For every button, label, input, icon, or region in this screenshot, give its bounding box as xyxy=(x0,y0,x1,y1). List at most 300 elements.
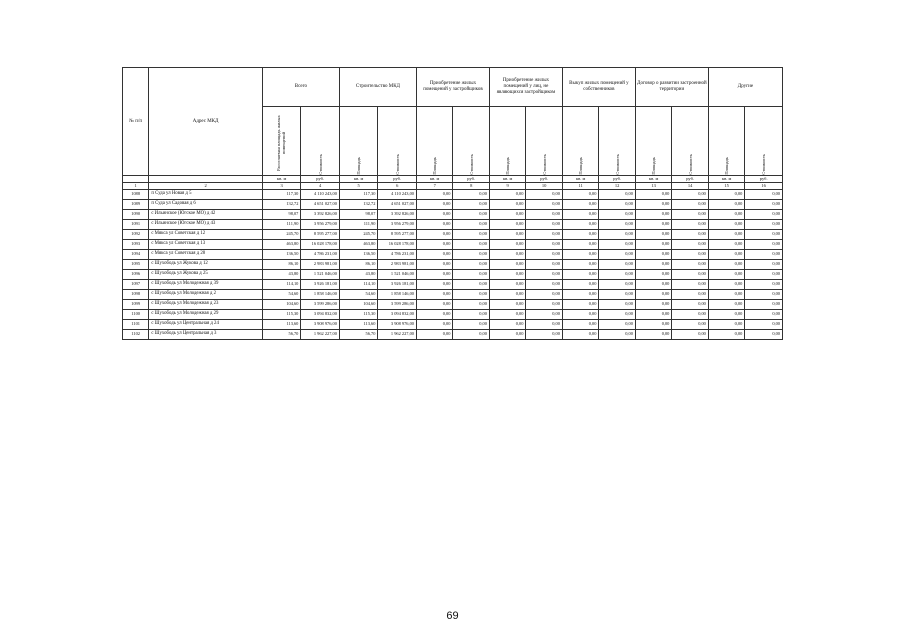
zero-value-cell: 0,00 xyxy=(526,270,563,280)
zero-value-cell: 0,00 xyxy=(745,310,783,320)
zero-value-cell: 0,00 xyxy=(416,200,452,210)
zero-value-cell: 0,00 xyxy=(526,250,563,260)
zero-value-cell: 0,00 xyxy=(416,250,452,260)
zero-value-cell: 0,00 xyxy=(416,260,452,270)
column-number-cell: 15 xyxy=(708,183,744,190)
table-row xyxy=(123,290,783,300)
address-cell: с Мякса ул Советская д 28 xyxy=(149,250,263,260)
total-cost-cell: 1 858 146,00 xyxy=(301,290,340,300)
zero-value-cell: 0,00 xyxy=(672,240,709,250)
units-cell: руб. xyxy=(378,176,417,183)
row-number-cell: 1094 xyxy=(123,250,149,260)
zero-value-cell: 0,00 xyxy=(416,310,452,320)
construction-area-cell: 86,10 xyxy=(339,260,378,270)
zero-value-cell: 0,00 xyxy=(489,260,525,270)
total-area-cell: 54,60 xyxy=(262,290,301,300)
zero-value-cell: 0,00 xyxy=(745,320,783,330)
zero-value-cell: 0,00 xyxy=(599,230,635,240)
zero-value-cell: 0,00 xyxy=(562,260,598,270)
zero-value-cell: 0,00 xyxy=(745,190,783,200)
zero-value-cell: 0,00 xyxy=(672,250,709,260)
address-cell: с Мякса ул Советская д 13 xyxy=(149,240,263,250)
resettlement-table xyxy=(122,67,783,340)
zero-value-cell: 0,00 xyxy=(672,200,709,210)
zero-value-cell: 0,00 xyxy=(526,260,563,270)
zero-value-cell: 0,00 xyxy=(635,230,671,240)
total-cost-cell: 1 962 227,00 xyxy=(301,330,340,340)
col-address-header: Адрес МКД xyxy=(149,68,263,176)
zero-value-cell: 0,00 xyxy=(562,270,598,280)
units-cell: кв. м xyxy=(339,176,378,183)
construction-cost-cell: 16 028 178,00 xyxy=(378,240,417,250)
zero-value-cell: 0,00 xyxy=(416,210,452,220)
zero-value-cell: 0,00 xyxy=(745,300,783,310)
zero-value-cell: 0,00 xyxy=(526,330,563,340)
zero-value-cell: 0,00 xyxy=(526,200,563,210)
zero-value-cell: 0,00 xyxy=(708,230,744,240)
units-cell-blank xyxy=(149,176,263,183)
total-area-cell: 86,10 xyxy=(262,260,301,270)
zero-value-cell: 0,00 xyxy=(489,220,525,230)
zero-value-cell: 0,00 xyxy=(562,250,598,260)
zero-value-cell: 0,00 xyxy=(708,250,744,260)
zero-value-cell: 0,00 xyxy=(489,290,525,300)
group-header-row xyxy=(123,68,783,107)
row-number-cell: 1089 xyxy=(123,200,149,210)
zero-value-cell: 0,00 xyxy=(489,210,525,220)
construction-area-cell: 111,90 xyxy=(339,220,378,230)
table-row xyxy=(123,280,783,290)
zero-value-cell: 0,00 xyxy=(745,200,783,210)
zero-value-cell: 0,00 xyxy=(453,310,489,320)
column-number-cell: 9 xyxy=(489,183,525,190)
subcolumn-header-label: Расселяемая площадь жилых помещений xyxy=(276,115,287,171)
column-number-cell: 10 xyxy=(526,183,563,190)
page-number: 69 xyxy=(446,610,459,622)
group-header-purchase-developers: Приобретение жилых помещений у застройщиков xyxy=(416,68,489,107)
zero-value-cell: 0,00 xyxy=(745,290,783,300)
zero-value-cell: 0,00 xyxy=(562,300,598,310)
subcolumn-header-label: Стоимость xyxy=(761,154,767,175)
row-number-cell: 1091 xyxy=(123,220,149,230)
zero-value-cell: 0,00 xyxy=(599,300,635,310)
zero-value-cell: 0,00 xyxy=(416,320,452,330)
group-header-construction: Строительство МКД xyxy=(339,68,416,107)
units-cell: кв. м xyxy=(562,176,598,183)
zero-value-cell: 0,00 xyxy=(708,300,744,310)
subcolumn-header-label: Площадь xyxy=(724,157,730,175)
row-number-cell: 1099 xyxy=(123,300,149,310)
zero-value-cell: 0,00 xyxy=(416,190,452,200)
zero-value-cell: 0,00 xyxy=(526,240,563,250)
zero-value-cell: 0,00 xyxy=(562,190,598,200)
subcolumn-header-cell xyxy=(301,107,340,176)
zero-value-cell: 0,00 xyxy=(708,190,744,200)
zero-value-cell: 0,00 xyxy=(635,270,671,280)
address-cell: с Ильинское (Югское МО) д 43 xyxy=(149,220,263,230)
zero-value-cell: 0,00 xyxy=(708,220,744,230)
zero-value-cell: 0,00 xyxy=(745,220,783,230)
construction-cost-cell: 3 926 181,00 xyxy=(378,280,417,290)
zero-value-cell: 0,00 xyxy=(453,200,489,210)
zero-value-cell: 0,00 xyxy=(526,280,563,290)
subcolumn-header-label: Площадь xyxy=(356,157,362,175)
address-cell: с Шухободь ул Жукова д 25 xyxy=(149,270,263,280)
subcolumn-header-cell xyxy=(262,107,301,176)
zero-value-cell: 0,00 xyxy=(453,240,489,250)
zero-value-cell: 0,00 xyxy=(489,250,525,260)
address-cell: с Шухободь ул Центральная д 24 xyxy=(149,320,263,330)
zero-value-cell: 0,00 xyxy=(489,330,525,340)
total-area-cell: 117,30 xyxy=(262,190,301,200)
zero-value-cell: 0,00 xyxy=(453,260,489,270)
zero-value-cell: 0,00 xyxy=(489,300,525,310)
table-row xyxy=(123,230,783,240)
total-area-cell: 111,90 xyxy=(262,220,301,230)
column-number-cell: 7 xyxy=(416,183,452,190)
zero-value-cell: 0,00 xyxy=(453,280,489,290)
total-cost-cell: 1 521 046,00 xyxy=(301,270,340,280)
subcolumn-header-cell xyxy=(672,107,709,176)
row-number-cell: 1095 xyxy=(123,260,149,270)
construction-cost-cell: 4 651 027,00 xyxy=(378,200,417,210)
zero-value-cell: 0,00 xyxy=(599,220,635,230)
address-cell: с Шухободь ул Молодежная д 23 xyxy=(149,300,263,310)
zero-value-cell: 0,00 xyxy=(708,310,744,320)
zero-value-cell: 0,00 xyxy=(526,230,563,240)
zero-value-cell: 0,00 xyxy=(562,230,598,240)
construction-cost-cell: 3 094 832,00 xyxy=(378,310,417,320)
address-cell: с Ильинское (Югское МО) д 42 xyxy=(149,210,263,220)
zero-value-cell: 0,00 xyxy=(635,190,671,200)
row-number-cell: 1092 xyxy=(123,230,149,240)
zero-value-cell: 0,00 xyxy=(599,280,635,290)
construction-cost-cell: 2 983 981,00 xyxy=(378,260,417,270)
row-number-cell: 1101 xyxy=(123,320,149,330)
zero-value-cell: 0,00 xyxy=(635,290,671,300)
zero-value-cell: 0,00 xyxy=(562,310,598,320)
subcolumn-header-cell xyxy=(745,107,783,176)
subcolumn-header-cell xyxy=(526,107,563,176)
zero-value-cell: 0,00 xyxy=(453,210,489,220)
column-number-cell: 6 xyxy=(378,183,417,190)
zero-value-cell: 0,00 xyxy=(635,250,671,260)
zero-value-cell: 0,00 xyxy=(453,270,489,280)
row-number-cell: 1088 xyxy=(123,190,149,200)
zero-value-cell: 0,00 xyxy=(416,330,452,340)
subcolumn-header-label: Стоимость xyxy=(394,154,400,175)
column-number-cell: 2 xyxy=(149,183,263,190)
zero-value-cell: 0,00 xyxy=(635,300,671,310)
subcolumn-header-cell xyxy=(453,107,489,176)
zero-value-cell: 0,00 xyxy=(453,250,489,260)
zero-value-cell: 0,00 xyxy=(526,190,563,200)
zero-value-cell: 0,00 xyxy=(672,230,709,240)
construction-area-cell: 113,60 xyxy=(339,320,378,330)
units-cell: кв. м xyxy=(416,176,452,183)
zero-value-cell: 0,00 xyxy=(562,200,598,210)
zero-value-cell: 0,00 xyxy=(635,210,671,220)
column-number-cell: 5 xyxy=(339,183,378,190)
zero-value-cell: 0,00 xyxy=(672,190,709,200)
table-row xyxy=(123,250,783,260)
construction-area-cell: 43,80 xyxy=(339,270,378,280)
zero-value-cell: 0,00 xyxy=(416,240,452,250)
zero-value-cell: 0,00 xyxy=(635,280,671,290)
units-cell: руб. xyxy=(745,176,783,183)
total-area-cell: 113,60 xyxy=(262,320,301,330)
zero-value-cell: 0,00 xyxy=(489,270,525,280)
construction-area-cell: 56,70 xyxy=(339,330,378,340)
construction-area-cell: 463,80 xyxy=(339,240,378,250)
construction-area-cell: 54,60 xyxy=(339,290,378,300)
column-number-cell: 1 xyxy=(123,183,149,190)
table-row xyxy=(123,310,783,320)
subcolumn-header-label: Площадь xyxy=(651,157,657,175)
zero-value-cell: 0,00 xyxy=(416,280,452,290)
group-header-total: Всего xyxy=(262,68,339,107)
subcolumn-header-cell xyxy=(708,107,744,176)
zero-value-cell: 0,00 xyxy=(635,200,671,210)
column-numbers-row xyxy=(123,183,783,190)
units-cell: руб. xyxy=(301,176,340,183)
column-number-cell: 16 xyxy=(745,183,783,190)
subcolumn-header-label: Площадь xyxy=(578,157,584,175)
zero-value-cell: 0,00 xyxy=(526,320,563,330)
zero-value-cell: 0,00 xyxy=(745,230,783,240)
units-cell: кв. м xyxy=(489,176,525,183)
address-cell: с Шухободь ул Жукова д 12 xyxy=(149,260,263,270)
subcolumn-header-cell xyxy=(489,107,525,176)
zero-value-cell: 0,00 xyxy=(489,230,525,240)
subcolumn-header-cell xyxy=(635,107,671,176)
column-number-cell: 13 xyxy=(635,183,671,190)
zero-value-cell: 0,00 xyxy=(745,330,783,340)
zero-value-cell: 0,00 xyxy=(416,220,452,230)
subcolumn-header-label: Стоимость xyxy=(541,154,547,175)
construction-area-cell: 115,30 xyxy=(339,310,378,320)
zero-value-cell: 0,00 xyxy=(489,200,525,210)
column-number-cell: 4 xyxy=(301,183,340,190)
subcolumn-header-cell xyxy=(339,107,378,176)
total-cost-cell: 3 926 181,00 xyxy=(301,280,340,290)
zero-value-cell: 0,00 xyxy=(672,300,709,310)
zero-value-cell: 0,00 xyxy=(526,290,563,300)
total-area-cell: 463,80 xyxy=(262,240,301,250)
zero-value-cell: 0,00 xyxy=(562,320,598,330)
zero-value-cell: 0,00 xyxy=(489,310,525,320)
zero-value-cell: 0,00 xyxy=(526,210,563,220)
zero-value-cell: 0,00 xyxy=(416,290,452,300)
units-row xyxy=(123,176,783,183)
units-cell: руб. xyxy=(599,176,635,183)
zero-value-cell: 0,00 xyxy=(599,290,635,300)
subcolumn-header-cell xyxy=(562,107,598,176)
zero-value-cell: 0,00 xyxy=(453,290,489,300)
table-row xyxy=(123,200,783,210)
zero-value-cell: 0,00 xyxy=(745,250,783,260)
row-number-cell: 1097 xyxy=(123,280,149,290)
zero-value-cell: 0,00 xyxy=(708,330,744,340)
zero-value-cell: 0,00 xyxy=(745,260,783,270)
zero-value-cell: 0,00 xyxy=(599,210,635,220)
zero-value-cell: 0,00 xyxy=(745,210,783,220)
zero-value-cell: 0,00 xyxy=(526,310,563,320)
total-area-cell: 115,30 xyxy=(262,310,301,320)
address-cell: п Суда ул Новая д 5 xyxy=(149,190,263,200)
zero-value-cell: 0,00 xyxy=(745,270,783,280)
address-cell: с Шухободь ул Центральная д 3 xyxy=(149,330,263,340)
subcolumn-header-cell xyxy=(599,107,635,176)
construction-cost-cell: 1 858 146,00 xyxy=(378,290,417,300)
subcolumn-header-label: Стоимость xyxy=(468,154,474,175)
zero-value-cell: 0,00 xyxy=(672,310,709,320)
zero-value-cell: 0,00 xyxy=(526,220,563,230)
zero-value-cell: 0,00 xyxy=(672,270,709,280)
total-cost-cell: 3 392 826,00 xyxy=(301,210,340,220)
total-area-cell: 114,10 xyxy=(262,280,301,290)
construction-cost-cell: 8 595 277,00 xyxy=(378,230,417,240)
zero-value-cell: 0,00 xyxy=(708,210,744,220)
subcolumn-header-label: Стоимость xyxy=(614,154,620,175)
zero-value-cell: 0,00 xyxy=(635,330,671,340)
column-number-cell: 12 xyxy=(599,183,635,190)
zero-value-cell: 0,00 xyxy=(599,250,635,260)
zero-value-cell: 0,00 xyxy=(635,260,671,270)
subcolumn-header-cell xyxy=(416,107,452,176)
construction-cost-cell: 3 908 976,00 xyxy=(378,320,417,330)
zero-value-cell: 0,00 xyxy=(672,210,709,220)
column-number-cell: 3 xyxy=(262,183,301,190)
zero-value-cell: 0,00 xyxy=(599,330,635,340)
total-cost-cell: 4 651 027,00 xyxy=(301,200,340,210)
zero-value-cell: 0,00 xyxy=(453,320,489,330)
address-cell: с Шухободь ул Молодежная д 29 xyxy=(149,310,263,320)
table-row xyxy=(123,300,783,310)
group-header-other: Другие xyxy=(708,68,782,107)
address-cell: п Суда ул Садовая д 6 xyxy=(149,200,263,210)
total-area-cell: 56,70 xyxy=(262,330,301,340)
construction-cost-cell: 3 599 286,00 xyxy=(378,300,417,310)
subcolumn-header-label: Стоимость xyxy=(317,154,323,175)
construction-cost-cell: 1 962 227,00 xyxy=(378,330,417,340)
resettlement-table-sheet xyxy=(122,67,783,340)
zero-value-cell: 0,00 xyxy=(708,260,744,270)
col-num-header: № п/п xyxy=(123,68,149,176)
address-cell: с Мякса ул Советская д 12 xyxy=(149,230,263,240)
units-cell: руб. xyxy=(453,176,489,183)
table-row xyxy=(123,220,783,230)
zero-value-cell: 0,00 xyxy=(599,190,635,200)
units-cell: руб. xyxy=(672,176,709,183)
zero-value-cell: 0,00 xyxy=(453,190,489,200)
column-number-cell: 14 xyxy=(672,183,709,190)
units-cell: руб. xyxy=(526,176,563,183)
total-cost-cell: 16 028 178,00 xyxy=(301,240,340,250)
table-row xyxy=(123,260,783,270)
row-number-cell: 1090 xyxy=(123,210,149,220)
zero-value-cell: 0,00 xyxy=(562,240,598,250)
column-number-cell: 11 xyxy=(562,183,598,190)
total-area-cell: 132,72 xyxy=(262,200,301,210)
construction-area-cell: 136,50 xyxy=(339,250,378,260)
total-area-cell: 245,70 xyxy=(262,230,301,240)
zero-value-cell: 0,00 xyxy=(635,320,671,330)
row-number-cell: 1098 xyxy=(123,290,149,300)
construction-area-cell: 104,60 xyxy=(339,300,378,310)
zero-value-cell: 0,00 xyxy=(708,200,744,210)
zero-value-cell: 0,00 xyxy=(526,300,563,310)
total-cost-cell: 3 908 976,00 xyxy=(301,320,340,330)
zero-value-cell: 0,00 xyxy=(599,200,635,210)
table-row xyxy=(123,330,783,340)
subcolumn-header-label: Стоимость xyxy=(687,154,693,175)
units-cell: кв. м xyxy=(708,176,744,183)
zero-value-cell: 0,00 xyxy=(453,220,489,230)
construction-cost-cell: 4 110 243,00 xyxy=(378,190,417,200)
zero-value-cell: 0,00 xyxy=(562,210,598,220)
units-cell: кв. м xyxy=(262,176,301,183)
zero-value-cell: 0,00 xyxy=(708,270,744,280)
total-cost-cell: 3 956 279,00 xyxy=(301,220,340,230)
zero-value-cell: 0,00 xyxy=(672,290,709,300)
total-cost-cell: 4 110 243,00 xyxy=(301,190,340,200)
zero-value-cell: 0,00 xyxy=(562,330,598,340)
total-area-cell: 104,60 xyxy=(262,300,301,310)
table-row xyxy=(123,270,783,280)
zero-value-cell: 0,00 xyxy=(562,280,598,290)
construction-area-cell: 245,70 xyxy=(339,230,378,240)
zero-value-cell: 0,00 xyxy=(599,310,635,320)
row-number-cell: 1102 xyxy=(123,330,149,340)
group-header-purchase-others: Приобретение жилых помещений у лиц, не являющихся застройщиком xyxy=(489,68,562,107)
construction-area-cell: 98,07 xyxy=(339,210,378,220)
group-header-development-contract: Договор о развитии застроенной территории xyxy=(635,68,708,107)
zero-value-cell: 0,00 xyxy=(599,240,635,250)
zero-value-cell: 0,00 xyxy=(599,320,635,330)
units-cell-blank xyxy=(123,176,149,183)
table-row xyxy=(123,190,783,200)
zero-value-cell: 0,00 xyxy=(708,320,744,330)
zero-value-cell: 0,00 xyxy=(672,280,709,290)
row-number-cell: 1093 xyxy=(123,240,149,250)
zero-value-cell: 0,00 xyxy=(489,320,525,330)
table-row xyxy=(123,210,783,220)
group-header-buyout: Выкуп жилых помещений у собственников xyxy=(562,68,635,107)
zero-value-cell: 0,00 xyxy=(416,230,452,240)
table-row xyxy=(123,320,783,330)
total-area-cell: 98,07 xyxy=(262,210,301,220)
total-cost-cell: 8 595 277,00 xyxy=(301,230,340,240)
zero-value-cell: 0,00 xyxy=(562,290,598,300)
total-cost-cell: 3 599 286,00 xyxy=(301,300,340,310)
zero-value-cell: 0,00 xyxy=(416,270,452,280)
units-cell: кв. м xyxy=(635,176,671,183)
total-cost-cell: 3 094 832,00 xyxy=(301,310,340,320)
zero-value-cell: 0,00 xyxy=(416,300,452,310)
zero-value-cell: 0,00 xyxy=(599,260,635,270)
subcolumn-header-label: Площадь xyxy=(432,157,438,175)
zero-value-cell: 0,00 xyxy=(489,190,525,200)
zero-value-cell: 0,00 xyxy=(708,280,744,290)
subcolumn-header-cell xyxy=(378,107,417,176)
construction-cost-cell: 3 392 826,00 xyxy=(378,210,417,220)
construction-area-cell: 132,72 xyxy=(339,200,378,210)
zero-value-cell: 0,00 xyxy=(635,240,671,250)
zero-value-cell: 0,00 xyxy=(672,260,709,270)
zero-value-cell: 0,00 xyxy=(708,240,744,250)
zero-value-cell: 0,00 xyxy=(745,240,783,250)
